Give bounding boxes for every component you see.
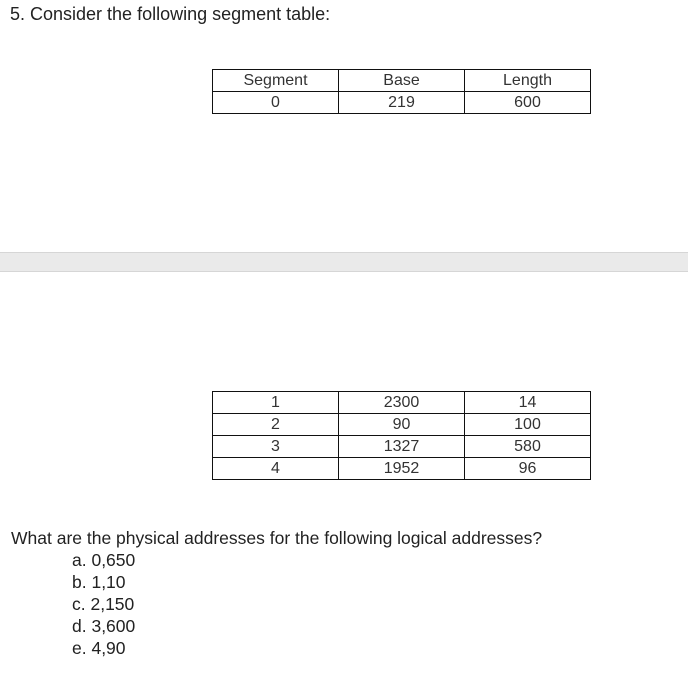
question-prompt: What are the physical addresses for the following logical addresses? [11,528,543,548]
answer-options-list [72,549,135,659]
option-c: c. 2,150 [72,594,135,614]
segment-table-page-one [212,69,591,114]
table-row [213,458,591,480]
cell-segment: 1 [213,392,339,414]
table-row [213,414,591,436]
header-base: Base [339,70,465,92]
table-header-row [213,70,591,92]
cell-length: 600 [465,92,591,114]
header-segment: Segment [213,70,339,92]
cell-base: 1952 [339,458,465,480]
cell-segment: 3 [213,436,339,458]
cell-base: 2300 [339,392,465,414]
cell-length: 580 [465,436,591,458]
cell-base: 219 [339,92,465,114]
cell-length: 14 [465,392,591,414]
header-length: Length [465,70,591,92]
question-title: 5. Consider the following segment table: [10,4,331,24]
option-a: a. 0,650 [72,550,136,570]
segment-table-page-two [212,391,591,480]
cell-segment: 4 [213,458,339,480]
cell-length: 96 [465,458,591,480]
table-row [213,92,591,114]
cell-base: 90 [339,414,465,436]
table-row [213,436,591,458]
cell-length: 100 [465,414,591,436]
cell-segment: 2 [213,414,339,436]
cell-base: 1327 [339,436,465,458]
page-break-divider [0,252,688,272]
cell-segment: 0 [213,92,339,114]
table-row [213,392,591,414]
option-d: d. 3,600 [72,616,136,636]
option-b: b. 1,10 [72,572,126,592]
option-e: e. 4,90 [72,638,126,658]
